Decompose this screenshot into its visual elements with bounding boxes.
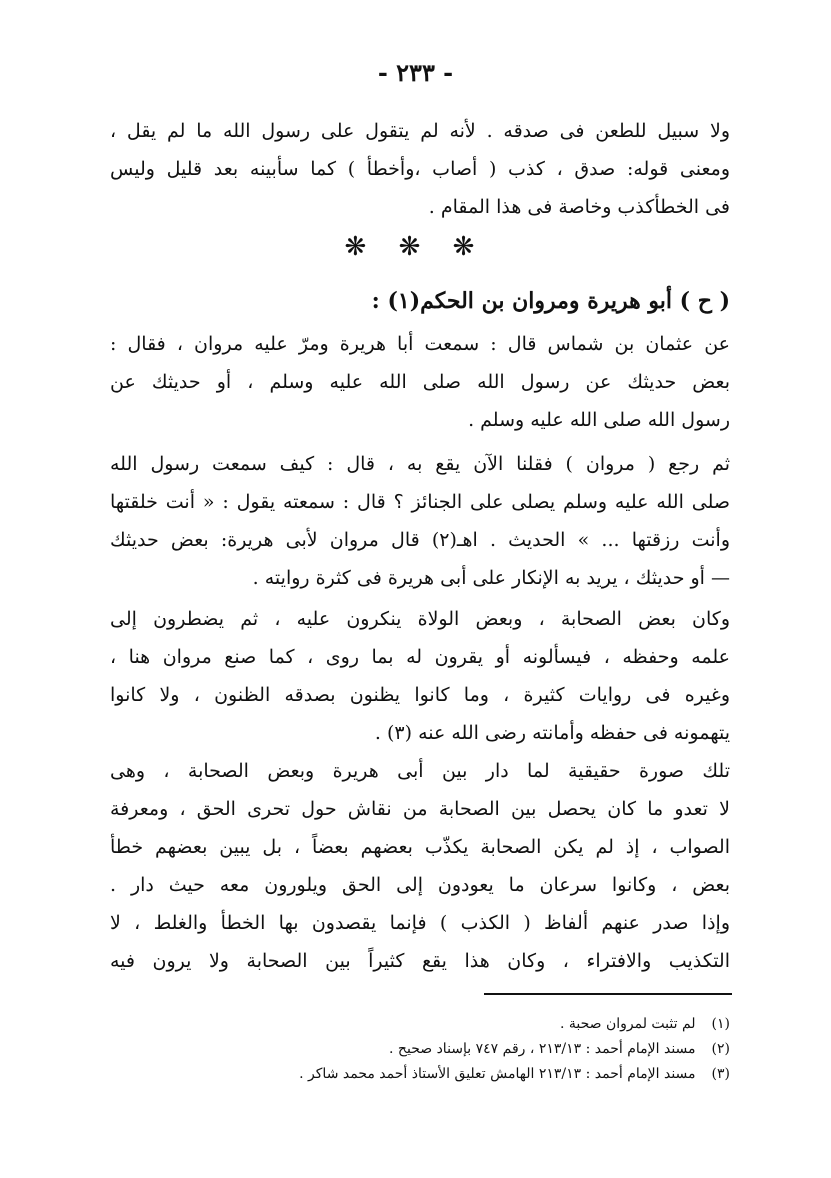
text-line: عن عثمان بن شماس قال : سمعت أبا هريرة ومرّ عليه مروان ، فقال : xyxy=(110,333,730,355)
footnote xyxy=(110,1037,730,1062)
text-line: علمه وحفظه ، فيسألونه أو يقرون له بما روى ، كما صنع مروان هنا ، xyxy=(110,646,730,668)
section-separator: ❋ ❋ ❋ xyxy=(344,232,487,262)
footnote-number: (١) xyxy=(711,1016,730,1032)
text-line: لا تعدو ما كان يحصل بين الصحابة من نقاش حول تحرى الحق ، ومعرفة xyxy=(110,798,730,820)
paragraph-1 xyxy=(110,325,730,439)
text-line: فى الخطأكذب وخاصة فى هذا المقام . xyxy=(428,196,730,218)
text-line: وأنت رزقتها ... » الحديث . اهـ(٢) قال مروان لأبى هريرة: بعض حديثك xyxy=(110,529,730,551)
text-line: صلى الله عليه وسلم يصلى على الجنائز ؟ قال : سمعته يقول : « أنت خلقتها xyxy=(110,491,730,513)
footnotes xyxy=(110,1012,730,1087)
intro-paragraph xyxy=(110,112,730,226)
footnote-text: مسند الإمام أحمد : ٢١٣/١٣ الهامش تعليق الأستاذ أحمد محمد شاكر . xyxy=(299,1066,696,1082)
footnote xyxy=(110,1062,730,1087)
text-line: ولا سبيل للطعن فى صدقه . لأنه لم يتقول على رسول الله ما لم يقل ، xyxy=(110,120,730,142)
paragraph-4 xyxy=(110,752,730,980)
footnote-text: مسند الإمام أحمد : ٢١٣/١٣ ، رقم ٧٤٧ بإسناد صحيح . xyxy=(389,1041,696,1057)
footnote-divider xyxy=(484,993,732,995)
text-line: رسول الله صلى الله عليه وسلم . xyxy=(468,409,730,431)
paragraph-2 xyxy=(110,445,730,597)
text-line: الصواب ، إذ لم يكن الصحابة يكذّب بعضهم بعضاً ، بل يبين بعضهم خطأ xyxy=(110,836,730,858)
footnote xyxy=(110,1012,730,1037)
text-line: وغيره فى روايات كثيرة ، وما كانوا يظنون بصدقه الظنون ، ولا كانوا xyxy=(110,684,730,706)
text-line: التكذيب والافتراء ، وكان هذا يقع كثيراً بين الصحابة ولا يرون فيه xyxy=(110,950,730,972)
text-line: — أو حديثك ، يريد به الإنكار على أبى هريرة فى كثرة روايته . xyxy=(252,567,730,589)
footnote-number: (٢) xyxy=(711,1041,730,1057)
text-line: وإذا صدر عنهم ألفاظ ( الكذب ) فإنما يقصدون بها الخطأ والغلط ، لا xyxy=(110,912,730,934)
footnote-text: لم تثبت لمروان صحبة . xyxy=(559,1016,696,1032)
text-line: بعض حديثك عن رسول الله صلى الله عليه وسلم ، أو حديثك عن xyxy=(110,371,730,393)
text-line: يتهمونه فى حفظه وأمانته رضى الله عنه (٣) . xyxy=(374,722,730,744)
footnote-number: (٣) xyxy=(711,1066,730,1082)
text-line: وكان بعض الصحابة ، وبعض الولاة ينكرون عليه ، ثم يضطرون إلى xyxy=(110,608,730,630)
paragraph-3 xyxy=(110,600,730,752)
text-line: ومعنى قوله: صدق ، كذب ( أصاب ،وأخطأ ) كما سأبينه بعد قليل وليس xyxy=(110,158,730,180)
text-line: ثم رجع ( مروان ) فقلنا الآن يقع به ، قال : كيف سمعت رسول الله xyxy=(110,453,730,475)
text-line: تلك صورة حقيقية لما دار بين أبى هريرة وبعض الصحابة ، وهى xyxy=(110,760,730,782)
section-heading: ( ح ) أبو هريرة ومروان بن الحكم(١) : xyxy=(371,288,730,314)
page-number: - ٢٣٣ - xyxy=(377,58,454,87)
text-line: بعض ، وكانوا سرعان ما يعودون إلى الحق ويلورون معه حيث دار . xyxy=(110,874,730,896)
